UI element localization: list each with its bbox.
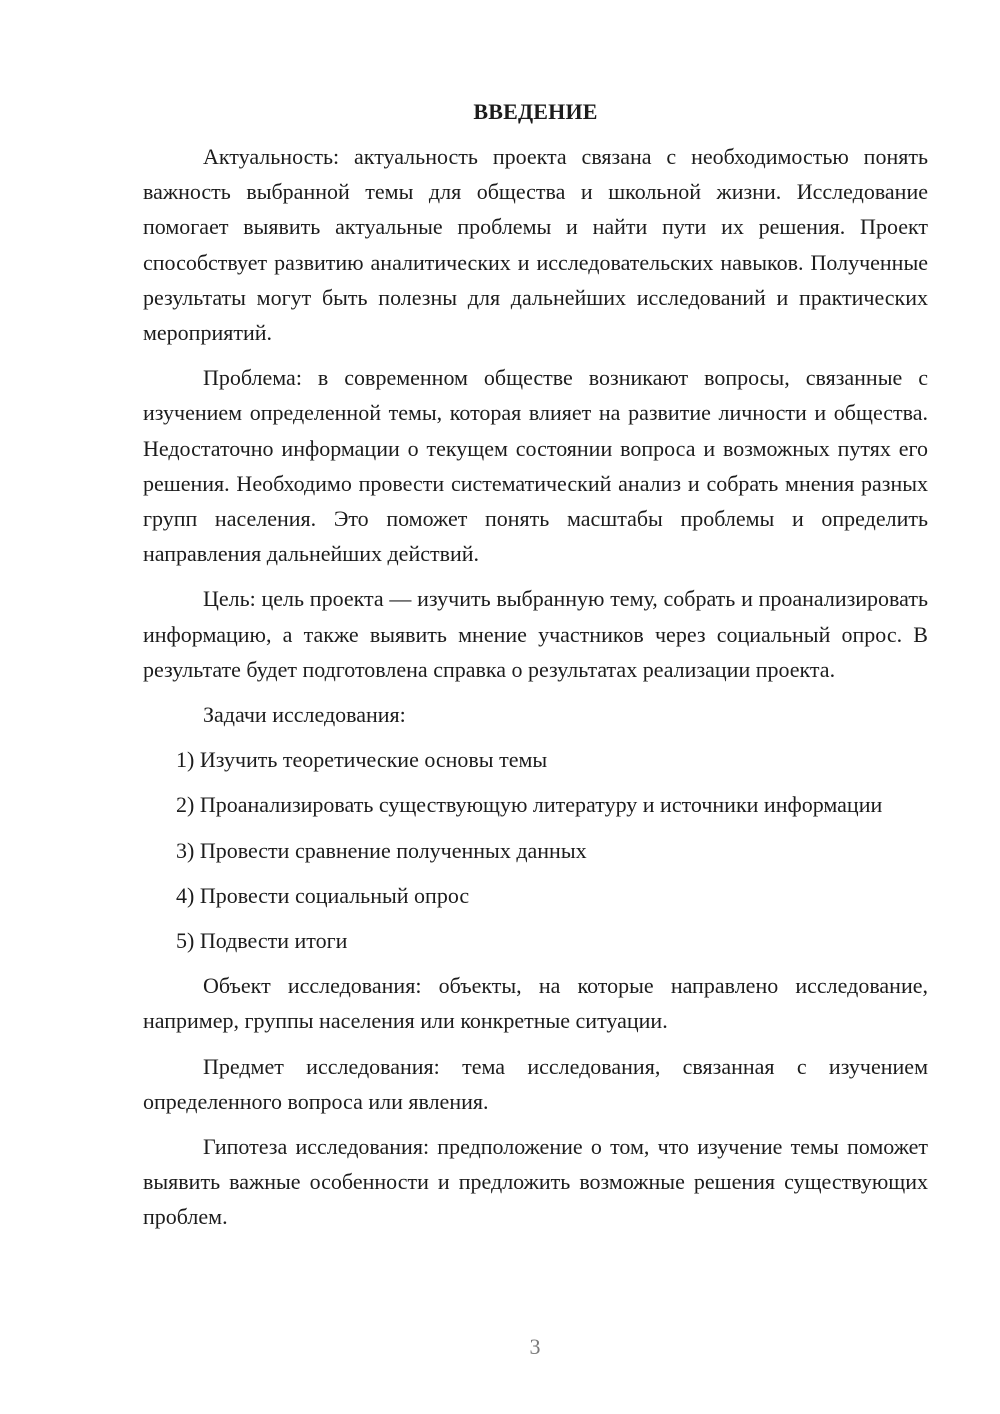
task-item-4: 4) Провести социальный опрос — [176, 882, 470, 908]
relevance-paragraph: Актуальность: актуальность проекта связана с необходимостью понять важность выбранной темы для общества и школьной жизни. Исследование помогает выявить актуальные проблемы и найти пути их решения. Проект способствует развитию аналитических и исследовательских навыков. Полученные результаты могут быть полезны для дальнейших исследований и практических мероприятий. — [143, 144, 928, 346]
page-content — [143, 94, 928, 1245]
hypothesis-paragraph: Гипотеза исследования: предположение о том, что изучение темы поможет выявить важные особенности и предложить возможные решения существующих проблем. — [143, 1134, 928, 1230]
tasks-title: Задачи исследования: — [203, 702, 406, 728]
object-paragraph: Объект исследования: объекты, на которые направлено исследование, например, группы населения или конкретные ситуации. — [143, 973, 928, 1034]
page-number: 3 — [529, 1334, 541, 1359]
goal-paragraph: Цель: цель проекта — изучить выбранную тему, собрать и проанализировать информацию, а также выявить мнение участников через социальный опрос. В результате будет подготовлена справка о результатах реализации проекта. — [143, 586, 928, 682]
section-heading: ВВЕДЕНИЕ — [473, 99, 598, 124]
subject-paragraph: Предмет исследования: тема исследования, связанная с изучением определенного вопроса или явления. — [143, 1053, 928, 1114]
task-item-2: 2) Проанализировать существующую литературу и источники информации — [176, 792, 883, 818]
task-item-1: 1) Изучить теоретические основы темы — [176, 747, 548, 773]
task-item-5: 5) Подвести итоги — [176, 928, 348, 954]
problem-paragraph: Проблема: в современном обществе возникают вопросы, связанные с изучением определенной темы, которая влияет на развитие личности и общества. Недостаточно информации о текущем состоянии вопроса и возможных путях его решения. Необходимо провести систематический анализ и собрать мнения разных групп населения. Это поможет понять масштабы проблемы и определить направления дальнейших действий. — [143, 365, 928, 567]
task-item-3: 3) Провести сравнение полученных данных — [176, 837, 587, 863]
